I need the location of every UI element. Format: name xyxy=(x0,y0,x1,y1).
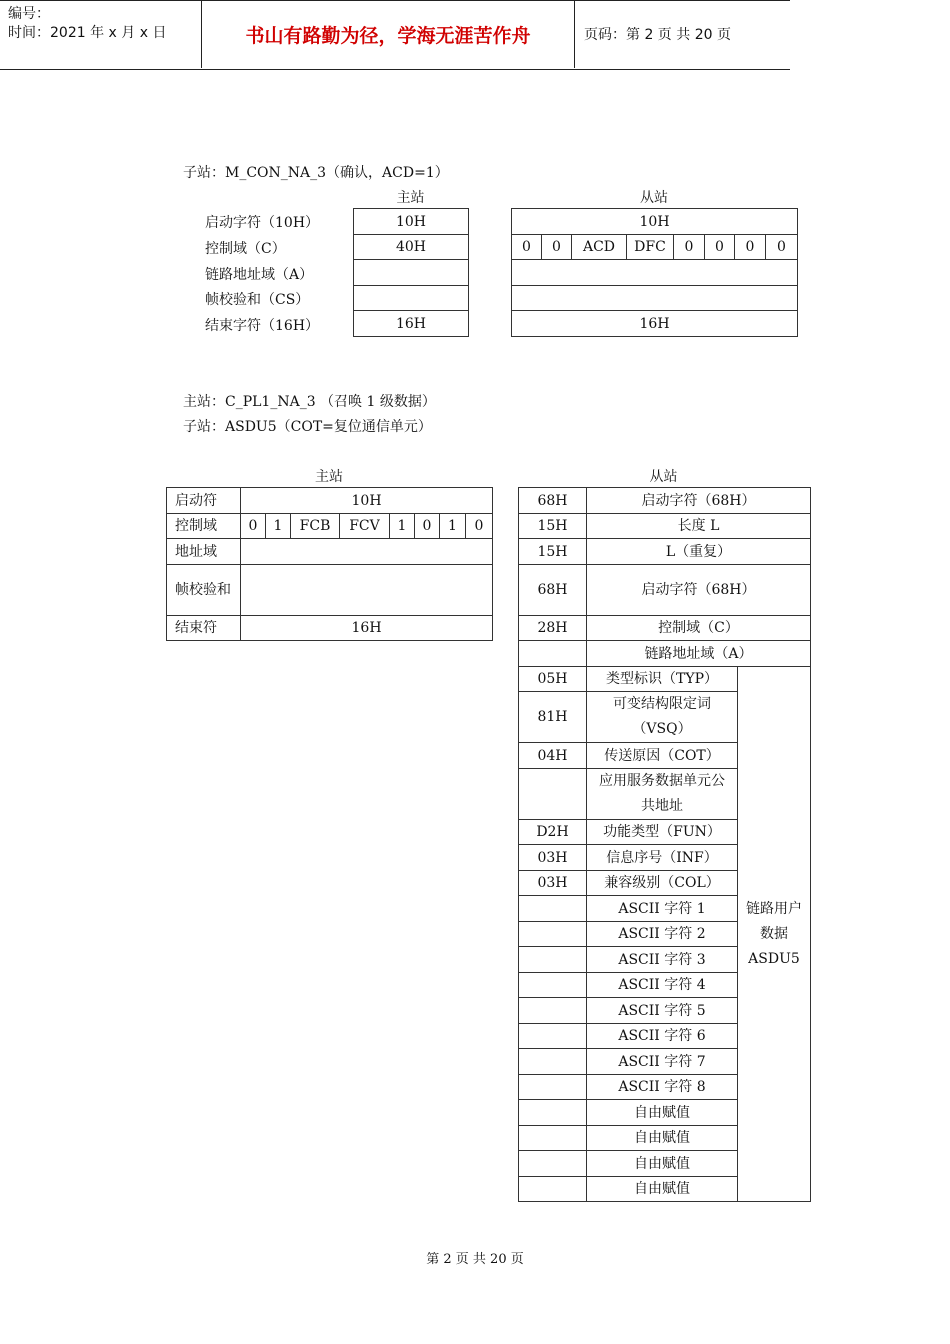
slave-end-cell: 16H xyxy=(512,311,798,337)
field-value: 28H xyxy=(519,616,587,641)
master-cell: 16H xyxy=(354,311,469,337)
row-label: 结束字符（16H） xyxy=(205,318,320,334)
address-label: 地址域 xyxy=(167,539,241,565)
field-desc: 信息序号（INF） xyxy=(587,845,738,871)
end-label: 结束符 xyxy=(167,616,241,641)
header-motto: 书山有路勤为径，学海无涯苦作舟 xyxy=(245,24,531,47)
field-value: 03H xyxy=(519,845,587,871)
field-value xyxy=(519,896,587,922)
control-bit: 0 xyxy=(735,235,766,260)
field-value: 15H xyxy=(519,514,587,539)
field-desc: ASCII 字符 7 xyxy=(587,1049,738,1075)
field-desc: 控制域（C） xyxy=(587,616,811,641)
field-value: 03H xyxy=(519,871,587,896)
start-value: 10H xyxy=(241,488,493,514)
field-desc: ASCII 字符 4 xyxy=(587,973,738,998)
end-value: 16H xyxy=(241,616,493,641)
field-value: 81H xyxy=(519,692,587,743)
field-value xyxy=(519,947,587,973)
control-bit: 0 xyxy=(466,514,493,539)
control-bit: 0 xyxy=(705,235,735,260)
control-bit: 0 xyxy=(674,235,705,260)
control-bit: 0 xyxy=(542,235,572,260)
slave-checksum-cell xyxy=(512,286,798,311)
slave-caption: 从站 xyxy=(640,190,668,206)
row-label: 链路地址域（A） xyxy=(205,267,314,283)
field-value xyxy=(519,1151,587,1177)
master-request-table xyxy=(166,487,493,641)
field-desc: 应用服务数据单元公共地址 xyxy=(587,769,738,820)
field-value xyxy=(519,641,587,667)
checksum-label: 帧校验和 xyxy=(167,565,241,616)
control-bit: ACD xyxy=(572,235,627,260)
control-bit: FCB xyxy=(291,514,340,539)
page-number-label: 页码：第 2 页 共 20 页 xyxy=(584,27,731,43)
control-bit: 1 xyxy=(440,514,466,539)
control-bit: 0 xyxy=(415,514,440,539)
header-divider xyxy=(574,0,575,68)
field-desc: 启动字符（68H） xyxy=(587,488,811,514)
start-label: 启动符 xyxy=(167,488,241,514)
field-value xyxy=(519,1100,587,1126)
row-label: 启动字符（10H） xyxy=(205,215,320,231)
field-value: 68H xyxy=(519,488,587,514)
row-label: 控制域（C） xyxy=(205,241,286,257)
control-bit: 0 xyxy=(241,514,266,539)
field-desc: 长度 L xyxy=(587,514,811,539)
field-desc: 自由赋值 xyxy=(587,1177,738,1202)
field-desc: 链路地址域（A） xyxy=(587,641,811,667)
control-bit: 0 xyxy=(512,235,542,260)
control-bit: 1 xyxy=(390,514,415,539)
asdu-group-label: 链路用户数据 ASDU5 xyxy=(738,667,811,1202)
field-value xyxy=(519,973,587,998)
control-bit: 0 xyxy=(766,235,798,260)
master-cell xyxy=(354,286,469,311)
field-desc: 类型标识（TYP） xyxy=(587,667,738,692)
field-value xyxy=(519,998,587,1024)
field-desc: ASCII 字符 8 xyxy=(587,1075,738,1100)
control-bit: DFC xyxy=(627,235,674,260)
master-caption: 主站 xyxy=(315,469,343,485)
field-value xyxy=(519,1049,587,1075)
field-value: 15H xyxy=(519,539,587,565)
master-cell xyxy=(354,260,469,286)
field-desc: 自由赋值 xyxy=(587,1126,738,1151)
control-label: 控制域 xyxy=(167,514,241,539)
field-value xyxy=(519,1024,587,1049)
row-label: 帧校验和（CS） xyxy=(205,292,310,308)
header-meta xyxy=(0,0,201,68)
field-desc: 兼容级别（COL） xyxy=(587,871,738,896)
field-value xyxy=(519,769,587,820)
field-desc: ASCII 字符 3 xyxy=(587,947,738,973)
field-desc: 自由赋值 xyxy=(587,1100,738,1126)
field-value xyxy=(519,1177,587,1202)
number-label: 编号： xyxy=(8,6,50,22)
field-desc: 可变结构限定词（VSQ） xyxy=(587,692,738,743)
page-footer: 第 2 页 共 20 页 xyxy=(426,1252,524,1267)
field-value xyxy=(519,922,587,947)
field-value xyxy=(519,1126,587,1151)
slave-start-cell: 10H xyxy=(512,209,798,235)
checksum-value xyxy=(241,565,493,616)
field-desc: ASCII 字符 5 xyxy=(587,998,738,1024)
field-desc: 传送原因（COT） xyxy=(587,743,738,769)
page-header xyxy=(0,0,790,70)
section2-line2: 子站：ASDU5（COT=复位通信单元） xyxy=(183,419,432,435)
field-desc: 功能类型（FUN） xyxy=(587,820,738,845)
field-value: 68H xyxy=(519,565,587,616)
master-cell: 40H xyxy=(354,235,469,260)
field-desc: L（重复） xyxy=(587,539,811,565)
field-value xyxy=(519,1075,587,1100)
field-desc: ASCII 字符 1 xyxy=(587,896,738,922)
slave-frame-table xyxy=(511,208,798,337)
field-value: 04H xyxy=(519,743,587,769)
address-value xyxy=(241,539,493,565)
section1-title: 子站：M_CON_NA_3（确认，ACD=1） xyxy=(183,165,449,181)
master-frame-table xyxy=(353,208,469,337)
slave-asdu5-table xyxy=(518,487,811,1202)
field-desc: ASCII 字符 6 xyxy=(587,1024,738,1049)
time-label: 时间：2021 年 x 月 x 日 xyxy=(8,25,167,41)
field-value: 05H xyxy=(519,667,587,692)
control-bit: FCV xyxy=(340,514,390,539)
field-desc: ASCII 字符 2 xyxy=(587,922,738,947)
field-desc: 自由赋值 xyxy=(587,1151,738,1177)
section2-line1: 主站：C_PL1_NA_3 （召唤 1 级数据） xyxy=(183,394,436,410)
master-caption: 主站 xyxy=(396,190,425,206)
control-bit: 1 xyxy=(266,514,291,539)
field-desc: 启动字符（68H） xyxy=(587,565,811,616)
master-cell: 10H xyxy=(354,209,469,235)
slave-caption: 从站 xyxy=(649,469,678,485)
field-value: D2H xyxy=(519,820,587,845)
slave-address-cell xyxy=(512,260,798,286)
